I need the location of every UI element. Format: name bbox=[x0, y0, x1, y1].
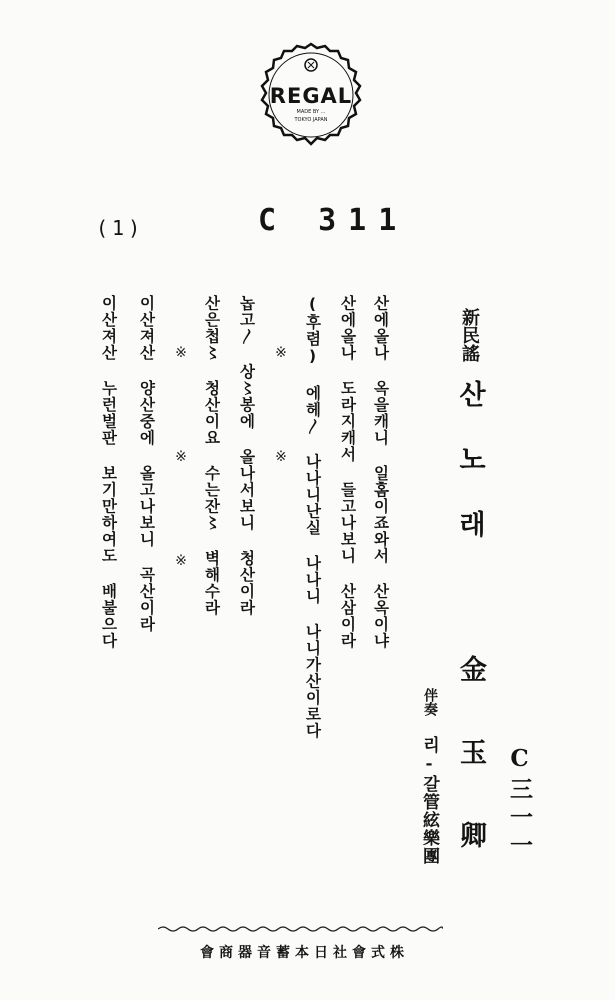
lyric-line: (후렴) 에헤〳 나나니난실 나나니 나니가산이로다 bbox=[303, 295, 322, 739]
lyric-line: 이산져산 양산중에 올고나보니 곡산이라 bbox=[137, 295, 156, 633]
separator-marks: ※ ※ bbox=[273, 345, 289, 501]
song-title: 산노래 bbox=[454, 380, 485, 575]
logo-fine-print-1: MADE BY ... bbox=[296, 109, 326, 115]
lyric-line: 산에올나 도라지캐서 들고나보니 산삼이라 bbox=[338, 295, 357, 649]
page-number: (1) bbox=[96, 216, 145, 240]
publisher-footer: 株式會社日本蓄音器商會 bbox=[200, 945, 409, 961]
wavy-rule bbox=[158, 925, 443, 933]
lyric-line: 산은첩〻 청산이요 수는잔〻 벽해수라 bbox=[202, 295, 221, 616]
catalog-number-vertical: C三一一 bbox=[506, 745, 533, 861]
record-number: C 311 bbox=[258, 203, 409, 238]
accompaniment: 리-갈管絃樂團 bbox=[419, 736, 439, 865]
accompaniment-label: 伴奏 bbox=[422, 688, 438, 716]
regal-logo bbox=[255, 40, 367, 152]
lyric-line: 놉고〳 상〻봉에 올나서보니 청산이라 bbox=[237, 295, 256, 616]
lyric-line: 산에올나 옥을캐니 일홈이죠와서 산옥이냐 bbox=[371, 295, 390, 649]
logo-brand-text: REGAL bbox=[269, 84, 353, 108]
genre-label: 新民謠 bbox=[459, 308, 480, 362]
singer-name: 金玉卿 bbox=[455, 655, 486, 904]
logo-fine-print-2: TOKYO JAPAN bbox=[294, 117, 328, 123]
separator-marks: ※ ※ ※ bbox=[173, 345, 189, 605]
lyric-line: 이산져산 누런벌판 보기만하여도 배불으다 bbox=[99, 295, 118, 649]
